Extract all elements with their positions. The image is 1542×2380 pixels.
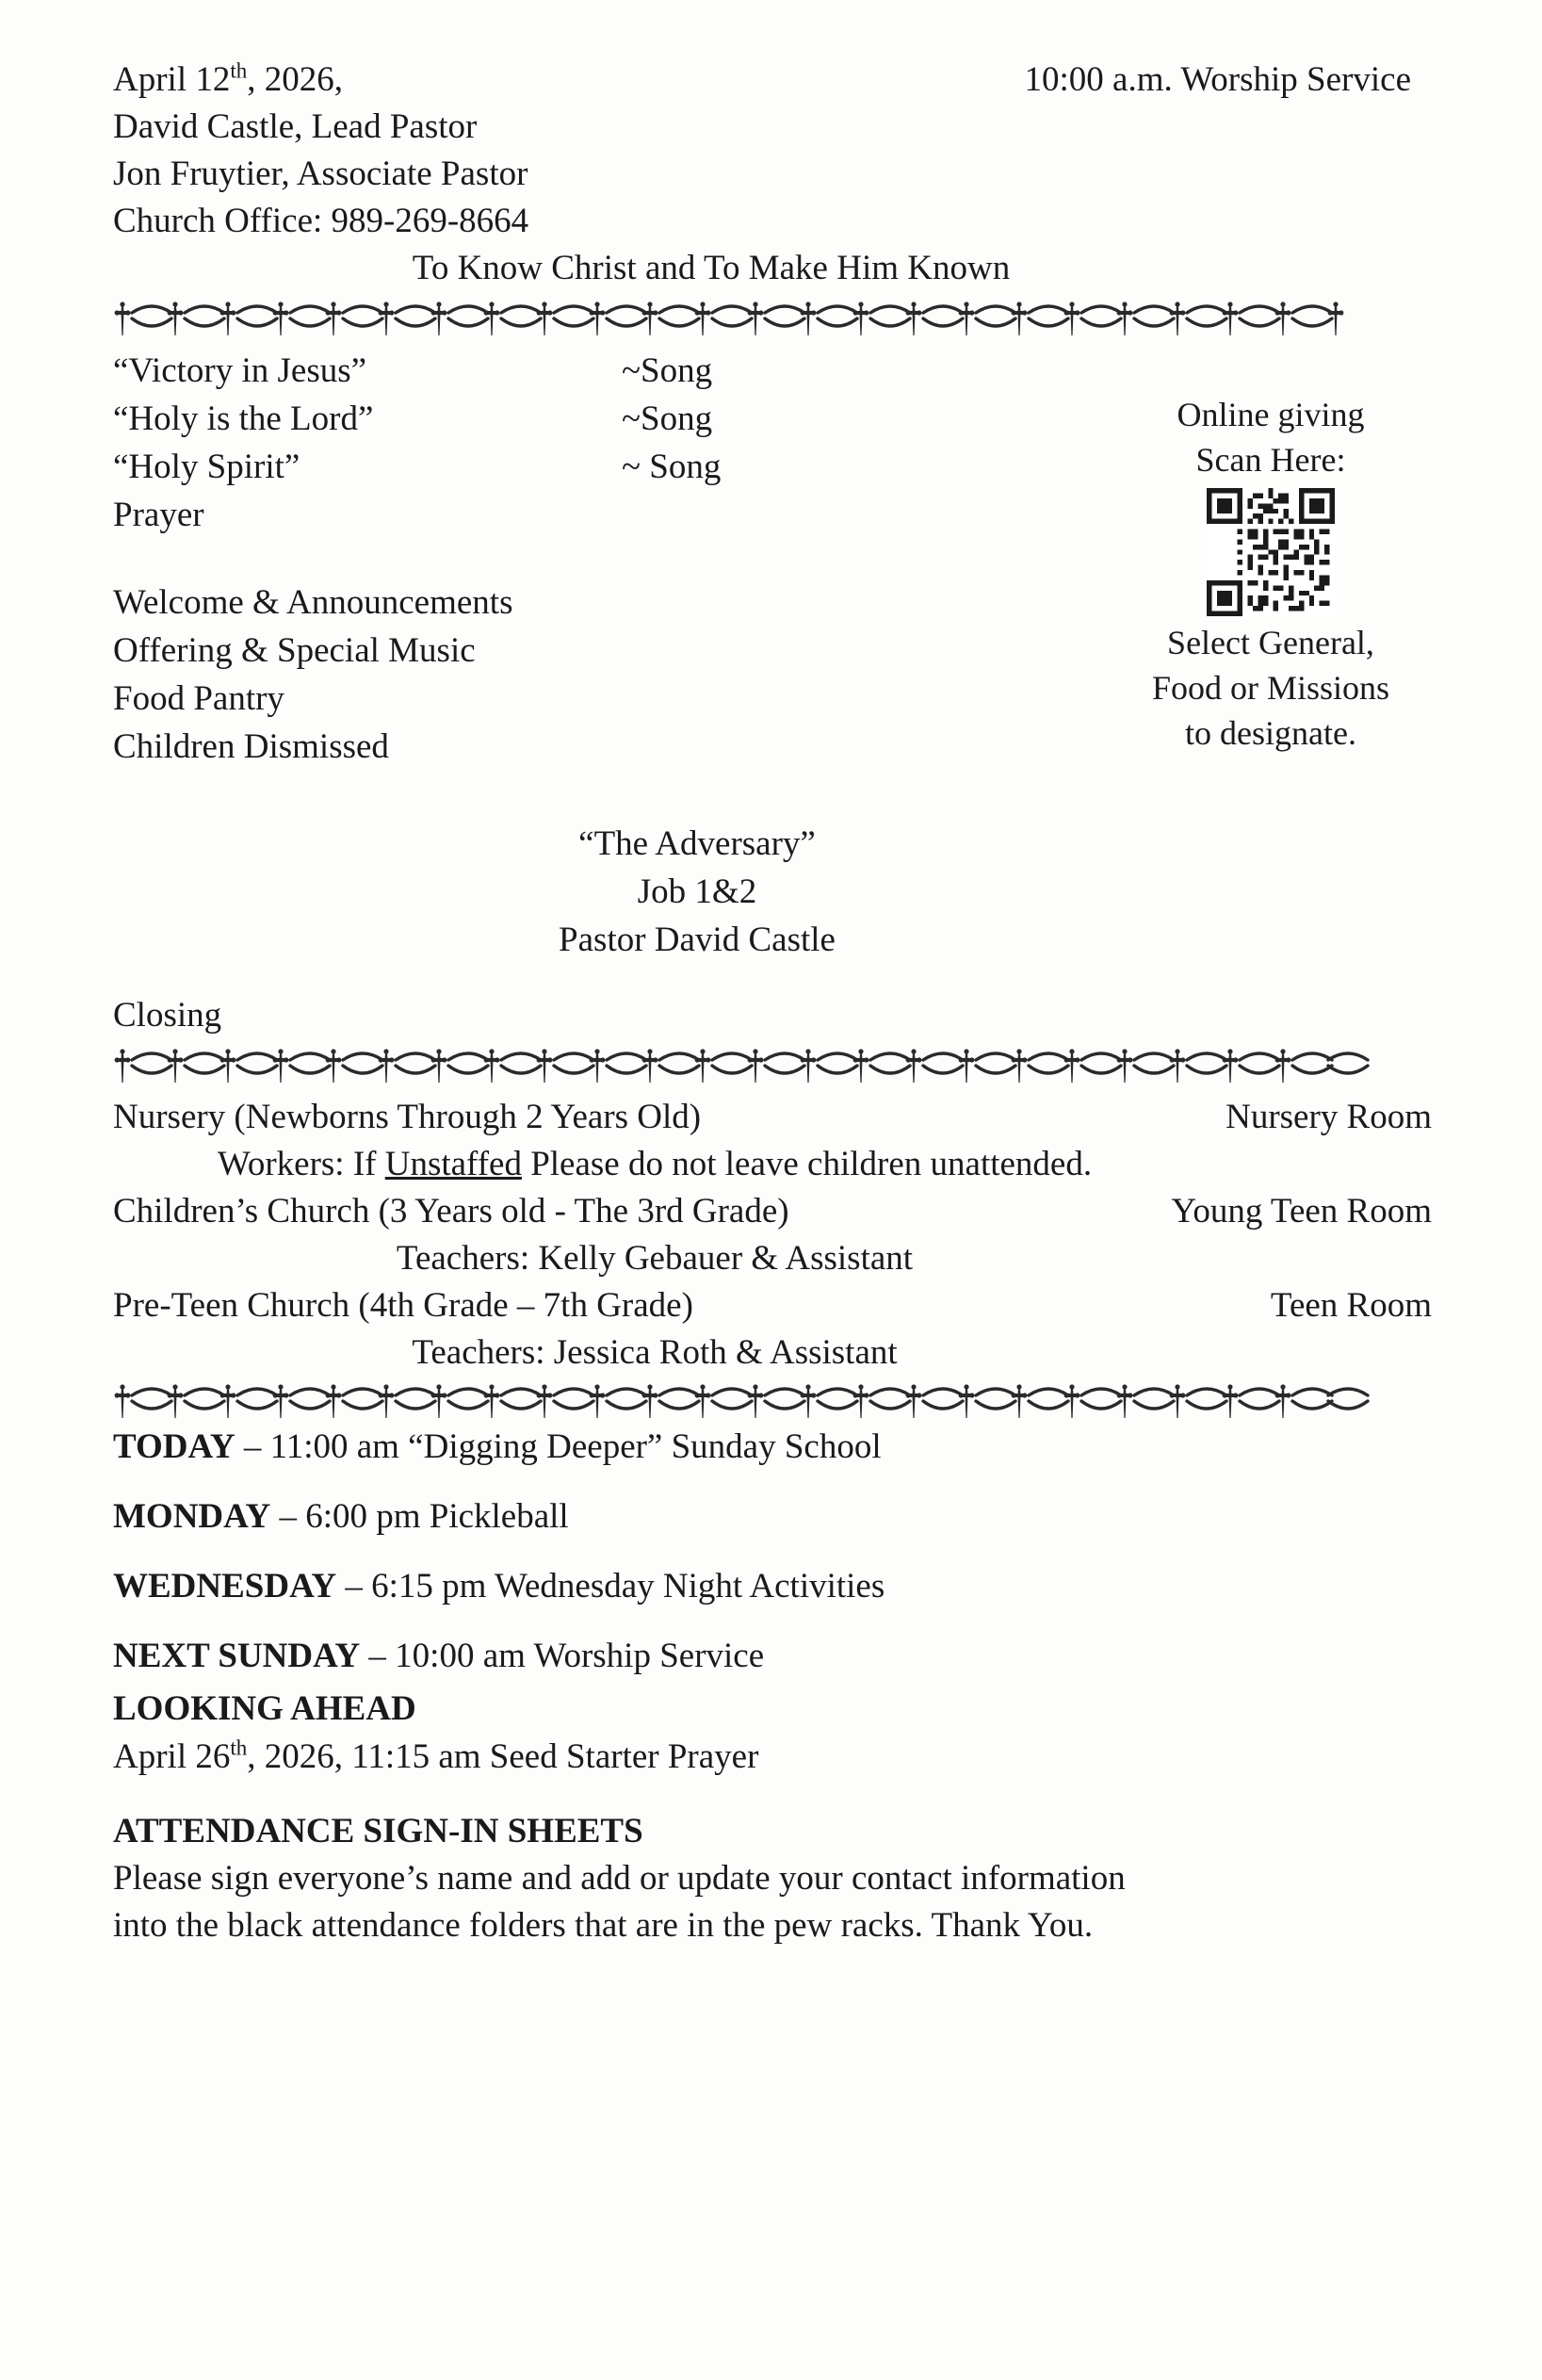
header-left-block [113, 57, 528, 245]
class-teachers: Teachers: Jessica Roth & Assistant [412, 1333, 898, 1372]
qr-code-icon[interactable] [1207, 488, 1335, 616]
giving-note-line3: to designate. [1185, 714, 1356, 752]
order-item: Welcome & Announcements [113, 583, 513, 622]
schedule-detail: – 6:00 pm Pickleball [270, 1497, 569, 1536]
sermon-scripture: Job 1&2 [637, 872, 757, 911]
class-room: Young Teen Room [1171, 1192, 1432, 1231]
order-item: Offering & Special Music [113, 631, 476, 670]
sermon-title: “The Adversary” [578, 824, 816, 863]
worship-service-body [113, 347, 1432, 1039]
attendance-title: ATTENDANCE SIGN-IN SHEETS [113, 1812, 643, 1850]
cross-arc-divider [113, 296, 1432, 337]
class-name: Pre-Teen Church (4th Grade – 7th Grade) [113, 1286, 693, 1325]
class-teachers: Teachers: Kelly Gebauer & Assistant [396, 1239, 914, 1278]
sermon-speaker: Pastor David Castle [559, 921, 836, 959]
song-title: Prayer [113, 496, 204, 534]
cross-arc-divider [113, 1043, 1432, 1084]
class-row [113, 1188, 1432, 1235]
class-row [113, 1094, 1432, 1141]
lead-pastor: David Castle, Lead Pastor [113, 107, 478, 146]
class-name: Nursery (Newborns Through 2 Years Old) [113, 1098, 702, 1136]
song-label: ~Song [622, 399, 713, 438]
service-date: April 12th, 2026, [113, 58, 343, 99]
song-label: ~Song [622, 351, 713, 390]
online-giving-block [1115, 392, 1426, 756]
schedule-item [113, 1563, 1432, 1610]
service-time: 10:00 a.m. Worship Service [1024, 60, 1411, 99]
church-tagline: To Know Christ and To Make Him Known [412, 249, 1011, 287]
closing-item: Closing [113, 996, 222, 1035]
cross-arc-divider [113, 1378, 1432, 1420]
bulletin-sheet [113, 57, 1432, 1949]
schedule-day: TODAY [113, 1427, 235, 1466]
song-label [622, 491, 942, 539]
schedule-detail: – 6:15 pm Wednesday Night Activities [336, 1567, 885, 1606]
schedule-detail: – 11:00 am “Digging Deeper” Sunday School [235, 1427, 882, 1466]
attendance-section [113, 1808, 1432, 1949]
order-item: Food Pantry [113, 679, 284, 718]
giving-heading-line2: Scan Here: [1195, 441, 1346, 479]
schedule-day: MONDAY [113, 1497, 271, 1536]
looking-ahead-title: LOOKING AHEAD [113, 1689, 416, 1728]
class-row [113, 1282, 1432, 1329]
workers-unstaffed-emphasis: Unstaffed [384, 1145, 522, 1183]
associate-pastor: Jon Fruytier, Associate Pastor [113, 155, 528, 193]
church-office-phone: Church Office: 989-269-8664 [113, 202, 529, 240]
sermon-block [113, 820, 1432, 964]
workers-suffix: Please do not leave children unattended. [521, 1145, 1093, 1183]
giving-note-line2: Food or Missions [1151, 669, 1390, 707]
childrens-ministry-section [113, 1094, 1432, 1377]
giving-heading-line1: Online giving [1177, 396, 1365, 433]
date-ordinal-suffix: th [230, 58, 248, 83]
schedule-detail: – 10:00 am Worship Service [360, 1637, 765, 1675]
schedule-day: NEXT SUNDAY [113, 1637, 361, 1675]
looking-ahead-entry: April 26th, 2026, 11:15 am Seed Starter Prayer [113, 1736, 759, 1776]
song-label: ~ Song [622, 448, 722, 486]
entry-ordinal-suffix: th [230, 1736, 248, 1760]
schedule-item [113, 1633, 1432, 1680]
giving-note-line1: Select General, [1167, 624, 1374, 661]
attendance-body-line: Please sign everyone’s name and add or update your contact information [113, 1859, 1126, 1898]
bulletin-header [113, 57, 1432, 245]
class-name: Children’s Church (3 Years old - The 3rd Grade) [113, 1192, 789, 1231]
song-title: “Victory in Jesus” [113, 351, 367, 390]
attendance-body-line: into the black attendance folders that are in the pew racks. Thank You. [113, 1906, 1094, 1945]
looking-ahead-section [113, 1686, 1432, 1782]
workers-prefix: Workers: If [217, 1145, 385, 1183]
song-title: “Holy Spirit” [113, 448, 300, 486]
weekly-schedule [113, 1424, 1432, 1680]
class-workers-note [113, 1141, 1432, 1188]
class-room: Teen Room [1270, 1286, 1432, 1325]
class-room: Nursery Room [1225, 1098, 1432, 1136]
schedule-item [113, 1493, 1432, 1540]
song-title: “Holy is the Lord” [113, 399, 374, 438]
schedule-day: WEDNESDAY [113, 1567, 337, 1606]
schedule-item [113, 1424, 1432, 1471]
order-item: Children Dismissed [113, 727, 389, 766]
